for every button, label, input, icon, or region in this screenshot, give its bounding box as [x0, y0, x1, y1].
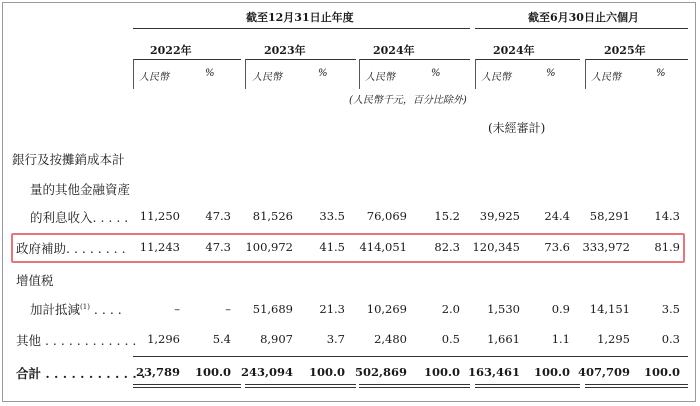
row-label-vat-line1: 增值税 [16, 273, 54, 288]
total-double-rule [585, 384, 688, 388]
currency-header-2023: 人民幣 [252, 72, 282, 83]
percent-2024: 0.5 [441, 332, 460, 346]
year-rule-2024 [359, 59, 470, 60]
year-rule-2023 [245, 59, 356, 60]
amount-2025-h1: 58,291 [589, 209, 630, 223]
amount-2022: – [174, 302, 180, 316]
col-sep [133, 59, 134, 89]
year-header-2025-h1: 2025年 [604, 44, 646, 57]
pct-header-2022: % [205, 68, 215, 79]
amount-2023: 8,907 [260, 332, 293, 346]
currency-header-2025-h1: 人民幣 [591, 72, 621, 83]
percent-2023: 21.3 [319, 302, 345, 316]
amount-2023: 243,094 [240, 365, 293, 379]
total-double-rule [133, 384, 241, 388]
row-label-others: 其他 . . . . . . . . . . . . [16, 333, 137, 348]
row-label-interest-line1: 銀行及按攤銷成本計 [12, 152, 125, 167]
amount-2024-h1: 120,345 [472, 240, 520, 254]
percent-2022: 100.0 [194, 365, 231, 379]
amount-2023: 100,972 [245, 240, 293, 254]
total-double-rule [359, 384, 470, 388]
amount-2023: 51,689 [252, 302, 293, 316]
percent-2022: 5.4 [212, 332, 231, 346]
amount-2025-h1: 14,151 [589, 302, 630, 316]
group-rule-h1 [475, 28, 688, 29]
year-header-2024-h1: 2024年 [493, 44, 535, 57]
units-note: (人民幣千元，百分比除外) [349, 95, 467, 106]
group-header-six-months: 截至6月30日止六個月 [528, 11, 639, 24]
amount-2024: 76,069 [366, 209, 407, 223]
row-label-interest-line3: 的利息收入. . . . . [30, 210, 129, 225]
amount-2022: 23,789 [135, 365, 180, 379]
percent-2025-h1: 0.3 [661, 332, 680, 346]
currency-header-2022: 人民幣 [139, 72, 169, 83]
amount-2024-h1: 163,461 [467, 365, 520, 379]
row-label-government-grants: 政府補助. . . . . . . . [16, 241, 126, 256]
year-header-2022: 2022年 [150, 44, 192, 57]
percent-2023: 41.5 [319, 240, 345, 254]
year-rule-2025-h1 [585, 59, 688, 60]
pct-header-2024-h1: % [546, 68, 556, 79]
currency-header-2024-h1: 人民幣 [481, 72, 511, 83]
amount-2024: 2,480 [374, 332, 407, 346]
amount-2024: 10,269 [366, 302, 407, 316]
group-header-fiscal-year: 截至12月31日止年度 [246, 11, 354, 24]
percent-2024-h1: 0.9 [551, 302, 570, 316]
percent-2024: 15.2 [434, 209, 460, 223]
percent-2022: 47.3 [205, 240, 231, 254]
percent-2024-h1: 1.1 [551, 332, 570, 346]
amount-2024-h1: 1,530 [487, 302, 520, 316]
amount-2024: 414,051 [359, 240, 407, 254]
pct-header-2024: % [431, 68, 441, 79]
percent-2022: 47.3 [205, 209, 231, 223]
percent-2022: – [225, 302, 231, 316]
percent-2024-h1: 73.6 [544, 240, 570, 254]
amount-2025-h1: 407,709 [577, 365, 630, 379]
percent-2024: 2.0 [441, 302, 460, 316]
pct-header-2023: % [318, 68, 328, 79]
col-sep [585, 59, 586, 89]
total-top-rule [133, 356, 688, 357]
amount-2025-h1: 333,972 [582, 240, 630, 254]
percent-2023: 33.5 [319, 209, 345, 223]
pct-header-2025-h1: % [656, 68, 666, 79]
currency-header-2024: 人民幣 [365, 72, 395, 83]
year-rule-2024-h1 [475, 59, 580, 60]
amount-2022: 1,296 [147, 332, 180, 346]
amount-2023: 81,526 [252, 209, 293, 223]
col-sep [475, 59, 476, 89]
percent-2025-h1: 100.0 [643, 365, 680, 379]
amount-2022: 11,243 [139, 240, 180, 254]
col-sep [359, 59, 360, 89]
percent-2024: 100.0 [423, 365, 460, 379]
year-header-2023: 2023年 [264, 44, 306, 57]
percent-2025-h1: 3.5 [661, 302, 680, 316]
group-rule-fy [133, 28, 470, 29]
unaudited-note: (未經審計) [488, 121, 546, 135]
row-label-interest-line2: 量的其他金融資產 [30, 182, 131, 197]
amount-2025-h1: 1,295 [597, 332, 630, 346]
total-double-rule [245, 384, 356, 388]
percent-2024: 82.3 [434, 240, 460, 254]
year-rule-2022 [133, 59, 241, 60]
row-label-vat-line2: 加計抵減$^{(1)}$ . . . . [30, 302, 122, 317]
percent-2025-h1: 81.9 [654, 240, 680, 254]
percent-2024-h1: 100.0 [533, 365, 570, 379]
col-sep [245, 59, 246, 89]
percent-2023: 100.0 [308, 365, 345, 379]
year-header-2024: 2024年 [373, 44, 415, 57]
total-double-rule [475, 384, 580, 388]
amount-2024-h1: 1,661 [487, 332, 520, 346]
percent-2025-h1: 14.3 [654, 209, 680, 223]
amount-2022: 11,250 [139, 209, 180, 223]
row-label-total: 合計 . . . . . . . . . . . . [16, 366, 146, 381]
percent-2023: 3.7 [326, 332, 345, 346]
amount-2024: 502,869 [354, 365, 407, 379]
percent-2024-h1: 24.4 [544, 209, 570, 223]
amount-2024-h1: 39,925 [479, 209, 520, 223]
